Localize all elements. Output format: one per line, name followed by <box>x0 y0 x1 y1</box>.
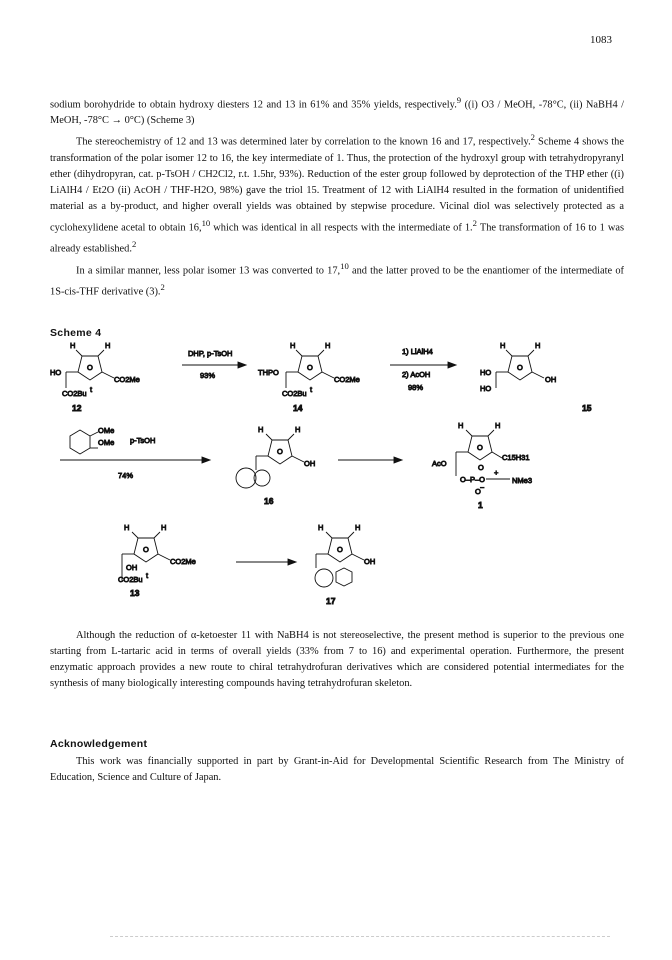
acknowledgement-body <box>50 754 624 786</box>
ring-oxygen-label: O <box>477 443 483 452</box>
h-label: H <box>161 523 167 532</box>
plus-label: + <box>494 468 499 477</box>
reaction-arrow-2 <box>390 347 456 392</box>
ref-10a: 10 <box>201 217 211 228</box>
ref-10b: 10 <box>340 260 349 271</box>
structure-17 <box>315 523 375 606</box>
h-label: H <box>290 341 296 350</box>
h-label: H <box>70 341 76 350</box>
compound-number-1: 1 <box>478 500 483 510</box>
ring-oxygen-label: O <box>143 545 149 554</box>
co2bu-label: CO2Bu <box>282 389 307 398</box>
oh-label: OH <box>545 375 557 384</box>
oh-label: OH <box>304 459 316 468</box>
structure-12 <box>50 341 140 413</box>
bu-sup-label: t <box>146 571 149 580</box>
compound-number-15: 15 <box>582 403 592 413</box>
paragraph-1-text-a: sodium borohydride to obtain hydroxy diesters 12 and 13 in 61% and 35% yields, respectively. <box>50 99 457 111</box>
reaction-arrow-5 <box>236 559 296 565</box>
co2me-label: CO2Me <box>170 557 196 566</box>
ome-label-1: OMe <box>98 426 115 435</box>
compound-number-12: 12 <box>72 403 82 413</box>
reagent-2a: 1) LiAlH4 <box>402 347 433 356</box>
h-label: H <box>458 421 464 430</box>
ring-oxygen-label: O <box>307 363 313 372</box>
scheme-title: Scheme 4 <box>50 327 102 339</box>
minus-label: − <box>480 483 485 492</box>
structure-16 <box>236 425 315 506</box>
structure-dimethyl-acetal <box>70 426 155 454</box>
compound-number-14: 14 <box>293 403 303 413</box>
ref-9: 9 <box>456 95 462 105</box>
ref-2b: 2 <box>472 217 477 228</box>
h-label: H <box>105 341 111 350</box>
structure-15 <box>480 341 592 413</box>
bu-sup-label: t <box>90 385 93 394</box>
reagent-2b: 2) AcOH <box>402 370 431 379</box>
compound-number-17: 17 <box>326 596 336 606</box>
paragraph-3 <box>50 258 624 301</box>
ho-label: HO <box>50 368 62 377</box>
h-label: H <box>258 425 264 434</box>
c15h31-label: C15H31 <box>502 453 530 462</box>
h-label: H <box>295 425 301 434</box>
co2bu-label: CO2Bu <box>62 389 87 398</box>
reaction-arrow-3 <box>60 457 210 480</box>
h-label: H <box>325 341 331 350</box>
phosphate-label: O–P–O <box>460 475 486 484</box>
reagent-1: DHP, p-TsOH <box>188 349 233 358</box>
ring-oxygen-label: O <box>517 363 523 372</box>
paragraph-4: Although the reduction of α-ketoester 11 with NaBH4 is not stereoselective, the present method is superior to the previous one starting from L-tartaric acid in terms of overall yields (33% from 7 to 16) and experimental operation. Furthermore, the present enzymatic approach provides a new route to chiral tetrahydrofuran derivatives which are considered potential intermediates for the synthesis of many biologically interesting compounds having tetrahydrofuran skeleton. <box>50 630 624 689</box>
paragraph-1-text-b: ((i) O3 / MeOH, -78°C, (ii) NaBH4 / MeOH, -78°C → 0°C) (Scheme 3) <box>50 99 624 127</box>
co2bu-label: CO2Bu <box>118 575 143 584</box>
h-label: H <box>318 523 324 532</box>
yield-1: 93% <box>200 371 216 380</box>
scheme-4-diagram <box>50 320 624 610</box>
ring-oxygen-label: O <box>87 363 93 372</box>
reagent-3: p-TsOH <box>130 436 156 445</box>
reaction-arrow-4 <box>338 457 402 463</box>
paragraph-2-text-b: Scheme 4 shows the transformation of the polar isomer 12 to 16, the key intermediate of 1. Thus, the protection of the hydroxyl group with tetrahydropyranyl ether (dihydropyran, cat. p-TsOH / CH2Cl2, r.t. 1.5hr, 93%). Reduction of the ester group followed by deprotection of the THP ether ((i) LiAlH4 / Et2O (ii) AcOH / THF-H2O, 98%) gave the triol 15. Treatment of 12 with LiAlH4 resulted in the formation of unidentified material as a by-product, and higher overall yields was obtained by stepwise procedure. Vicinal diol was selectively protected as a cyclohexylidene acetal to obtain 16, <box>50 136 624 234</box>
nme3-label: NMe3 <box>512 476 533 485</box>
ome-label-2: OMe <box>98 438 115 447</box>
o-minus-label: O <box>475 487 481 496</box>
h-label: H <box>495 421 501 430</box>
paragraph-2-text-a: The stereochemistry of 12 and 13 was determined later by correlation to the known 16 and 17, respectively. <box>76 136 531 148</box>
page-number: 1083 <box>590 34 612 46</box>
aco-label: AcO <box>432 459 447 468</box>
phosphate-o-label: O <box>478 463 484 472</box>
thpo-label: THPO <box>258 368 279 377</box>
ho-label: HO <box>480 368 492 377</box>
paragraph-1 <box>50 92 624 129</box>
oh-label: OH <box>126 563 138 572</box>
yield-2: 98% <box>408 383 424 392</box>
body-text-bottom <box>50 628 624 692</box>
reaction-arrow-1 <box>182 349 246 380</box>
acknowledgement-text: This work was financially supported in part by Grant-in-Aid for Developmental Scientific Research from The Ministry of Education, Science and Culture of Japan. <box>50 756 624 783</box>
yield-3: 74% <box>118 471 134 480</box>
compound-number-16: 16 <box>264 496 274 506</box>
oh-label: OH <box>364 557 376 566</box>
h-label: H <box>535 341 541 350</box>
ref-2d: 2 <box>160 282 165 293</box>
h-label: H <box>355 523 361 532</box>
structure-1 <box>432 421 532 510</box>
paragraph-2 <box>50 129 624 257</box>
structure-13 <box>118 523 196 598</box>
ref-2a: 2 <box>530 132 535 143</box>
h-label: H <box>124 523 130 532</box>
ho-label-2: HO <box>480 384 492 393</box>
co2me-label: CO2Me <box>334 375 360 384</box>
co2me-label: CO2Me <box>114 375 140 384</box>
paragraph-3-text-a: In a similar manner, less polar isomer 13 was converted to 17, <box>76 265 341 277</box>
h-label: H <box>500 341 506 350</box>
ring-oxygen-label: O <box>337 545 343 554</box>
compound-number-13: 13 <box>130 588 140 598</box>
structure-14 <box>258 341 360 413</box>
paragraph-3-text-b: and the latter proved to be the enantiomer of the intermediate of 1S-cis-THF derivative (3). <box>50 265 624 298</box>
footer-rule <box>110 936 610 937</box>
body-text-top <box>50 92 624 301</box>
paragraph-2-text-d: The transformation of 16 to 1 was already established. <box>50 222 624 255</box>
ref-2c: 2 <box>131 239 137 250</box>
acknowledgement-heading: Acknowledgement <box>50 738 148 750</box>
bu-sup-label: t <box>310 385 313 394</box>
ring-oxygen-label: O <box>277 447 283 456</box>
paragraph-2-text-c: which was identical in all respects with the intermediate of 1. <box>210 222 473 234</box>
